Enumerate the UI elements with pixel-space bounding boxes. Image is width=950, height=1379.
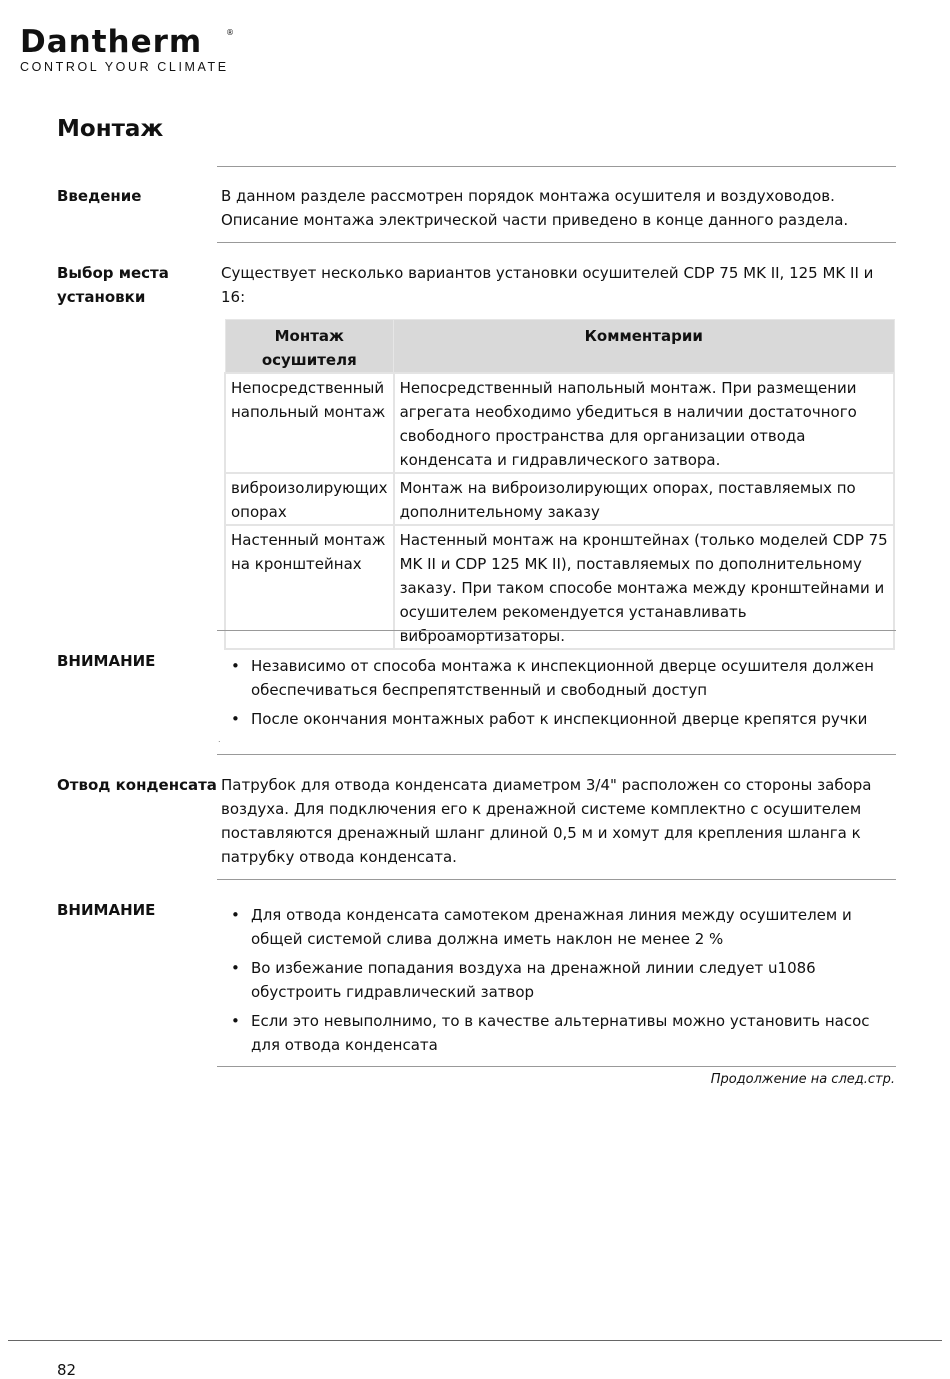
intro-line-2: Описание монтажа электрической части приведено в конце данного раздела.: [221, 211, 849, 229]
registered-mark: ®: [226, 28, 234, 37]
table-header-comments: Комментарии: [394, 320, 894, 374]
attention-list: [225, 654, 895, 736]
logo-wordmark: Dantherm: [20, 24, 203, 60]
table-cell-type: Непосредственный напольный монтаж: [225, 373, 394, 473]
section-divider: [217, 1066, 896, 1067]
page-number: 82: [57, 1361, 77, 1379]
table-cell-comment: Монтаж на виброизолирующих опорах, поставляемых по дополнительному заказу: [394, 473, 894, 525]
list-item: [225, 654, 895, 702]
bullet-icon: •: [231, 959, 240, 977]
table-cell-comment: Непосредственный напольный монтаж. При размещении агрегата необходимо убедиться в наличии достаточного свободного пространства для организации отвода конденсата и гидравлического затвора.: [394, 373, 894, 473]
section-divider: [217, 242, 896, 243]
mounting-table: [224, 319, 895, 650]
intro-text: [221, 184, 901, 232]
section-divider: [217, 166, 896, 167]
attention-list-2: [225, 903, 895, 1062]
bullet-icon: •: [231, 1012, 240, 1030]
table-cell-comment: Настенный монтаж на кронштейнах (только моделей CDP 75 MK II и CDP 125 MK II), поставляемых по дополнительному заказу. При таком способе монтажа между кронштейнами и осушителем рекомендуется устанавливать виброамортизаторы.: [394, 525, 894, 649]
list-item-text: Если это невыполнимо, то в качестве альтернативы можно установить насос для отвода конденсата: [251, 1012, 870, 1054]
section-label-placement: Выбор места установки: [57, 264, 169, 306]
list-item-text: Независимо от способа монтажа к инспекционной дверце осушителя должен обеспечиваться беспрепятственный и свободный доступ: [251, 657, 874, 699]
logo-tagline: CONTROL YOUR CLIMATE: [20, 60, 229, 74]
bullet-icon: •: [231, 657, 240, 675]
list-item-text: Для отвода конденсата самотеком дренажная линия между осушителем и общей системой слива должна иметь наклон не менее 2 %: [251, 906, 852, 948]
page-title: Монтаж: [57, 116, 164, 142]
section-divider: [217, 630, 896, 631]
list-item: [225, 903, 895, 951]
bullet-icon: •: [231, 906, 240, 924]
section-label-intro: Введение: [57, 187, 142, 205]
list-item-text: Во избежание попадания воздуха на дренажной линии следует u1086 обустроить гидравлический затвор: [251, 959, 816, 1001]
condensate-text: Патрубок для отвода конденсата диаметром 3/4" расположен со стороны забора воздуха. Для подключения его к дренажной системе комплектно с осушителем поставляются дренажный шланг длиной 0,5 м и хомут для крепления шланга к патрубку отвода конденсата.: [221, 776, 872, 866]
continued-note: Продолжение на след.стр.: [710, 1072, 895, 1087]
section-divider: [217, 754, 896, 755]
table-row: [225, 473, 894, 525]
table-cell-type: виброизолирующих опорах: [225, 473, 394, 525]
placement-text: Существует несколько вариантов установки осушителей CDP 75 MK II, 125 MK II и 16:: [221, 264, 874, 306]
section-label-attention: ВНИМАНИЕ: [57, 652, 156, 670]
section-divider: [217, 879, 896, 880]
list-item: [225, 956, 895, 1004]
section-label-condensate: Отвод конденсата: [57, 776, 217, 794]
intro-line-1: В данном разделе рассмотрен порядок монтажа осушителя и воздуховодов.: [221, 187, 835, 205]
list-item: [225, 1009, 895, 1057]
bullet-icon: •: [231, 710, 240, 728]
stray-mark: .: [218, 735, 221, 744]
table-cell-type: Настенный монтаж на кронштейнах: [225, 525, 394, 649]
dantherm-logo: [20, 24, 234, 74]
table-header-mount: Монтаж осушителя: [225, 320, 394, 374]
table-row: [225, 373, 894, 473]
list-item: [225, 707, 895, 731]
list-item-text: После окончания монтажных работ к инспекционной дверце крепятся ручки: [251, 710, 868, 728]
section-label-attention-2: ВНИМАНИЕ: [57, 901, 156, 919]
table-header-row: [225, 320, 894, 374]
footer-divider: [8, 1340, 942, 1341]
